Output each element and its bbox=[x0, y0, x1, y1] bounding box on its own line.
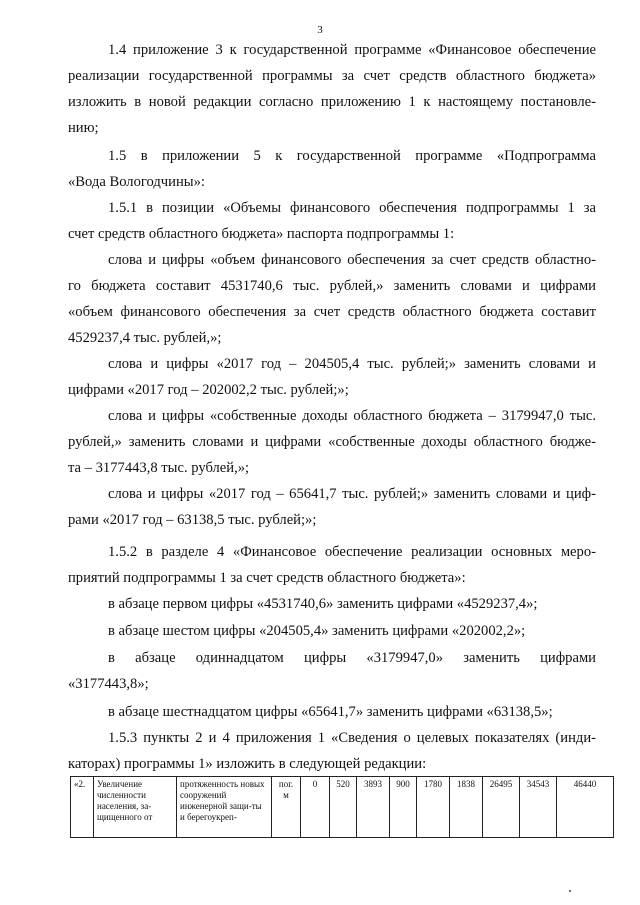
paragraph-abzac-sixth bbox=[68, 618, 596, 644]
text-line: в абзаце одиннадцатом цифры «3179947,0» заменить цифрами bbox=[108, 650, 596, 666]
paragraph-abzac-sixteenth bbox=[68, 699, 596, 725]
text-line: реализации государственной программы за счет средств областного бюджета» bbox=[68, 68, 596, 84]
text-line: 4529237,4 тыс. рублей,»; bbox=[68, 330, 222, 346]
text-line: «Вода Вологодчины»: bbox=[68, 174, 205, 190]
paragraph-abzac-eleventh bbox=[68, 645, 596, 697]
text-line: та – 3177443,8 тыс. рублей,»; bbox=[68, 460, 250, 476]
paragraph-replace-own-revenue bbox=[68, 403, 596, 481]
table-cell: 26495 bbox=[483, 777, 520, 838]
table-cell: 1780 bbox=[417, 777, 450, 838]
paragraph-replace-total bbox=[68, 247, 596, 351]
text-line: 1.5 в приложении 5 к государственной программе «Подпрограмма bbox=[108, 148, 596, 164]
indicators-table bbox=[70, 776, 614, 838]
table-cell: 1838 bbox=[450, 777, 483, 838]
table-row bbox=[71, 777, 614, 838]
paragraph-abzac-first bbox=[68, 591, 596, 617]
text-line: слова и цифры «2017 год – 65641,7 тыс. рублей;» заменить словами и циф- bbox=[108, 486, 596, 502]
paragraph-1-5 bbox=[68, 143, 596, 195]
text-line: в абзаце шестнадцатом цифры «65641,7» заменить цифрами «63138,5»; bbox=[108, 704, 553, 720]
table-cell: Увеличение численности населения, за-щищенного от bbox=[94, 777, 177, 838]
text-line: слова и цифры «2017 год – 204505,4 тыс. рублей;» заменить словами и bbox=[108, 356, 596, 372]
text-line: цифрами «2017 год – 202002,2 тыс. рублей;»; bbox=[68, 382, 349, 398]
text-line: 1.5.1 в позиции «Объемы финансового обеспечения подпрограммы 1 за bbox=[108, 200, 596, 216]
text-line: 1.4 приложение 3 к государственной программе «Финансовое обеспечение bbox=[108, 42, 596, 58]
text-line: изложить в новой редакции согласно приложению 1 к настоящему постановле- bbox=[68, 94, 596, 110]
text-line: нию; bbox=[68, 120, 99, 136]
text-line: приятий подпрограммы 1 за счет средств областного бюджета»: bbox=[68, 570, 466, 586]
scan-speck bbox=[569, 890, 571, 892]
text-line: рами «2017 год – 63138,5 тыс. рублей;»; bbox=[68, 512, 317, 528]
paragraph-1-5-1 bbox=[68, 195, 596, 247]
text-line: «3177443,8»; bbox=[68, 676, 149, 692]
table-cell: протяженность новых сооружений инженерной защи-ты и берегоукреп- bbox=[177, 777, 272, 838]
text-line: «объем финансового обеспечения за счет средств областного бюджета составит bbox=[68, 304, 596, 320]
table-cell: 520 bbox=[330, 777, 357, 838]
text-line: слова и цифры «объем финансового обеспечения за счет средств областно- bbox=[108, 252, 596, 268]
paragraph-replace-2017 bbox=[68, 351, 596, 403]
paragraph-1-4 bbox=[68, 37, 596, 141]
text-line: слова и цифры «собственные доходы областного бюджета – 3179947,0 тыс. bbox=[108, 408, 596, 424]
text-line: 1.5.2 в разделе 4 «Финансовое обеспечение реализации основных меро- bbox=[108, 544, 596, 560]
text-line: счет средств областного бюджета» паспорта подпрограммы 1: bbox=[68, 226, 455, 242]
text-line: 1.5.3 пункты 2 и 4 приложения 1 «Сведения о целевых показателях (инди- bbox=[108, 730, 596, 746]
text-line: в абзаце шестом цифры «204505,4» заменить цифрами «202002,2»; bbox=[108, 623, 526, 639]
text-line: рублей,» заменить словами и цифрами «собственные доходы областного бюдже- bbox=[68, 434, 596, 450]
table-cell: пог. м bbox=[272, 777, 301, 838]
table-cell: 34543 bbox=[520, 777, 557, 838]
page-number: 3 bbox=[317, 24, 323, 36]
text-line: каторах) программы 1» изложить в следующей редакции: bbox=[68, 756, 427, 772]
table-cell: 3893 bbox=[357, 777, 390, 838]
paragraph-replace-2017-own bbox=[68, 481, 596, 533]
paragraph-1-5-3 bbox=[68, 725, 596, 777]
table-cell: 900 bbox=[390, 777, 417, 838]
table-cell: 46440 bbox=[557, 777, 614, 838]
text-line: го бюджета составит 4531740,6 тыс. рублей,» заменить словами и цифрами bbox=[68, 278, 596, 294]
table-cell: «2. bbox=[71, 777, 94, 838]
paragraph-1-5-2 bbox=[68, 539, 596, 591]
text-line: в абзаце первом цифры «4531740,6» заменить цифрами «4529237,4»; bbox=[108, 596, 538, 612]
table-cell: 0 bbox=[301, 777, 330, 838]
